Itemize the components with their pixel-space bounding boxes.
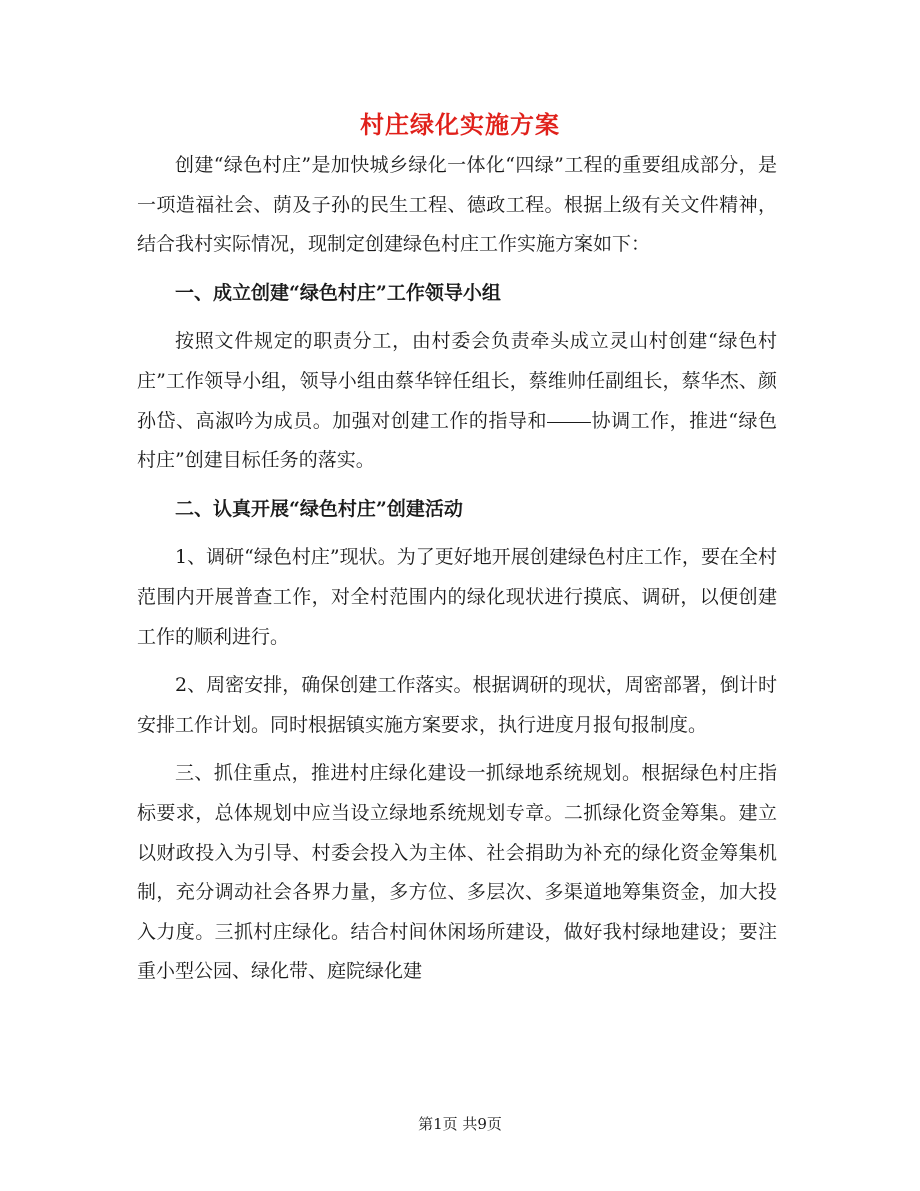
paragraph-leadership <box>137 322 777 480</box>
document-body <box>137 146 777 992</box>
paragraph-survey: 1、调研“绿色村庄”现状。为了更好地开展创建绿色村庄工作，要在全村范围内开展普查工作，对全村范围内的绿化现状进行摸底、调研，以便创建工作的顺利进行。 <box>137 546 777 648</box>
paragraph-leadership-text: 按照文件规定的职责分工，由村委会负责牵头成立灵山村创建“绿色村庄”工作领导小组，领导小组由蔡华锌任组长，蔡维帅任副组长，蔡华杰、颜孙岱、高淑吟为成员。加强对创建工作的指导和 <box>137 330 777 432</box>
section-heading-1: 一、成立创建“绿色村庄”工作领导小组 <box>175 281 501 304</box>
paragraph-key-points: 三、抓住重点，推进村庄绿化建设一抓绿地系统规划。根据绿色村庄指标要求，总体规划中应当设立绿地系统规划专章。二抓绿化资金筹集。建立以财政投入为引导、村委会投入为主体、社会捐助为补充的绿化资金筹集机制，充分调动社会各界力量，多方位、多层次、多渠道地筹集资金，加大投入力度。三抓村庄绿化。结合村间休闲场所建设，做好我村绿地建设；要注重小型公园、绿化带、庭院绿化建 <box>137 762 777 983</box>
intro-paragraph: 创建“绿色村庄”是加快城乡绿化一体化“四绿”工程的重要组成部分，是一项造福社会、荫及子孙的民生工程、德政工程。根据上级有关文件精神，结合我村实际情况，现制定创建绿色村庄工作实施方案如下： <box>137 154 777 256</box>
fill-in-blank-line <box>547 421 591 423</box>
paragraph-leadership-continued: 协调工作，推进“绿色村庄”创建目标任务的落实。 <box>137 409 777 472</box>
page-number-footer: 第1页 共9页 <box>418 1115 502 1133</box>
document-title: 村庄绿化实施方案 <box>360 110 560 139</box>
section-heading-2: 二、认真开展“绿色村庄”创建活动 <box>175 497 463 520</box>
paragraph-arrangement: 2、周密安排，确保创建工作落实。根据调研的现状，周密部署，倒计时安排工作计划。同时根据镇实施方案要求，执行进度月报旬报制度。 <box>137 674 777 736</box>
